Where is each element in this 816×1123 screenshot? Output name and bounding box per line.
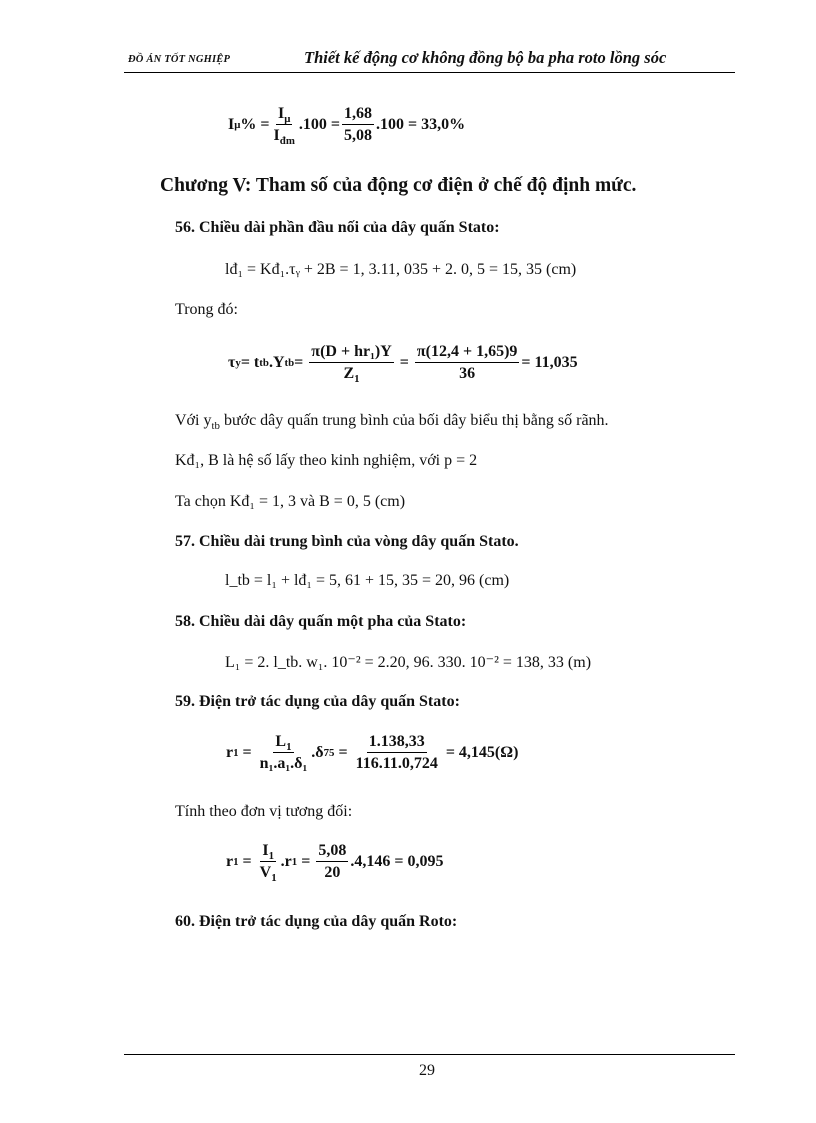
formula-rr-den2: 20 — [324, 864, 341, 882]
formula-tau-dot: .Y — [268, 354, 285, 372]
header-rule — [124, 72, 735, 73]
formula-tau-result: = 11,035 — [521, 354, 578, 372]
section-58-formula: L₁ = 2. l_tb. w₁. 10⁻² = 2.20, 96. 330. 10⁻² = 138, 33 (m) — [225, 654, 592, 671]
note1-a: Với y — [175, 412, 212, 429]
formula-tau-den1: Z — [343, 365, 355, 383]
formula-r1-eq: = — [242, 744, 252, 762]
formula-rr-den1: V — [259, 864, 272, 882]
formula-imu-num1: I — [278, 105, 285, 122]
formula-rr-lhs: r — [226, 853, 234, 871]
formula-r1-num2: 1.138,33 — [367, 733, 427, 753]
formula-r1-frac2 — [354, 733, 440, 774]
chapter-heading: Chương V: Tham số của động cơ điện ở chế độ định mức. — [160, 175, 637, 196]
formula-rr-eq2: = — [301, 853, 311, 871]
formula-imu-den2: 5,08 — [344, 127, 372, 145]
formula-r1-relative: r 1 = $\frac{I_1}{V_1}$ .r 1 = $\frac{5,08}{20}$ .4,146 = 0,095 — [226, 842, 444, 885]
formula-tau-num2: π(12,4 + 1,65)9 — [415, 343, 520, 363]
header-left: ĐỒ ÁN TỐT NGHIỆP — [128, 54, 231, 65]
formula-tau-eq: = t — [240, 354, 260, 372]
section-56-note2: Kđ₁, B là hệ số lấy theo kinh nghiệm, với p = 2 — [175, 452, 478, 469]
formula-r1: r 1 = $\frac{L_1}{\text{n₁.a₁.δ₁}}$ .δ 75 = $\frac{1.138,33}{116.11.0,724}$ = 4,145(Ω) — [226, 733, 519, 773]
formula-tau-eq2: = — [294, 354, 304, 372]
section-56-formula: lđ₁ = Kđ₁.τᵧ + 2B = 1, 3.11, 035 + 2. 0, 5 = 15, 35 (cm) — [225, 261, 577, 278]
note1-b: bước dây quấn trung bình của bối dây biểu thị bằng số rãnh. — [219, 412, 609, 429]
section-58-title: 58. Chiều dài dây quấn một pha của Stato: — [175, 613, 467, 630]
formula-imu: I μ % = $\frac{I_\mu}{I_{đm}}$ .100 = $\frac{1,68}{5,08}$ .100 = 33,0% — [228, 105, 466, 148]
formula-imu-den1: I — [273, 127, 280, 145]
section-56-note1 — [175, 412, 609, 433]
formula-tau-den1-sub: 1 — [354, 373, 360, 386]
section-56-title: 56. Chiều dài phần đầu nối của dây quấn Stato: — [175, 219, 500, 236]
formula-rr-num1-sub: 1 — [268, 850, 274, 863]
section-57-title: 57. Chiều dài trung bình của vòng dây quấn Stato. — [175, 533, 519, 550]
formula-r1-den1: n₁.a₁.δ₁ — [259, 755, 308, 773]
formula-rr-num1: I — [262, 842, 269, 859]
formula-rr-num2: 5,08 — [316, 842, 348, 862]
note1-sub: tb — [211, 420, 220, 433]
formula-r1-frac1 — [258, 733, 310, 774]
formula-imu-frac1 — [272, 105, 297, 146]
formula-imu-num2: 1,68 — [342, 105, 374, 125]
formula-r1-result: = 4,145(Ω) — [445, 744, 519, 762]
formula-imu-lhs-tail: % = — [240, 116, 270, 134]
section-57-formula: l_tb = l₁ + lđ₁ = 5, 61 + 15, 35 = 20, 96 (cm) — [225, 572, 510, 589]
formula-r1-num1: L — [275, 733, 287, 750]
formula-imu-den1-sub: đm — [279, 135, 295, 148]
formula-rr-frac2 — [316, 842, 348, 883]
formula-r1-eq2: = — [338, 744, 348, 762]
section-56-note3: Ta chọn Kđ₁ = 1, 3 và B = 0, 5 (cm) — [175, 493, 406, 510]
formula-tau: τ y = t tb .Y tb = $\frac{\text{π(D + hr₁)Y}}{Z_1}$ = $\frac{\pi(12,4 + 1,65)9}{36}$ = 11,035 — [228, 343, 578, 386]
page-number: 29 — [419, 1062, 435, 1079]
formula-tau-num1: π(D + hr₁)Y — [309, 343, 393, 363]
formula-r1-lhs: r — [226, 744, 234, 762]
formula-tau-lhs: τ — [228, 354, 236, 372]
formula-imu-frac2 — [342, 105, 374, 146]
formula-r1-num1-sub: 1 — [286, 741, 292, 754]
formula-rr-frac1 — [258, 842, 279, 883]
footer-rule — [124, 1054, 735, 1055]
formula-tau-den2: 36 — [459, 365, 476, 383]
section-59-relative: Tính theo đơn vị tương đối: — [175, 803, 353, 820]
header-title: Thiết kế động cơ không đồng bộ ba pha roto lồng sóc — [304, 48, 667, 67]
formula-rr-den1-sub: 1 — [271, 872, 277, 885]
section-60-title: 60. Điện trở tác dụng của dây quấn Roto: — [175, 913, 458, 930]
formula-r1-den2: 116.11.0,724 — [355, 755, 438, 773]
formula-rr-mul: .r — [280, 853, 292, 871]
formula-imu-mul: .100 = — [298, 116, 340, 134]
formula-imu-lhs: I — [228, 116, 235, 134]
formula-imu-result: .100 = 33,0% — [376, 116, 466, 134]
section-59-title: 59. Điện trở tác dụng của dây quấn Stato: — [175, 693, 460, 710]
section-56-where: Trong đó: — [175, 301, 238, 318]
formula-tau-frac1 — [309, 343, 393, 384]
formula-imu-num1-sub: μ — [284, 113, 291, 126]
formula-tau-frac2 — [415, 343, 520, 384]
formula-rr-result: .4,146 = 0,095 — [350, 853, 444, 871]
formula-rr-eq: = — [242, 853, 252, 871]
formula-r1-mul: .δ — [311, 744, 324, 762]
